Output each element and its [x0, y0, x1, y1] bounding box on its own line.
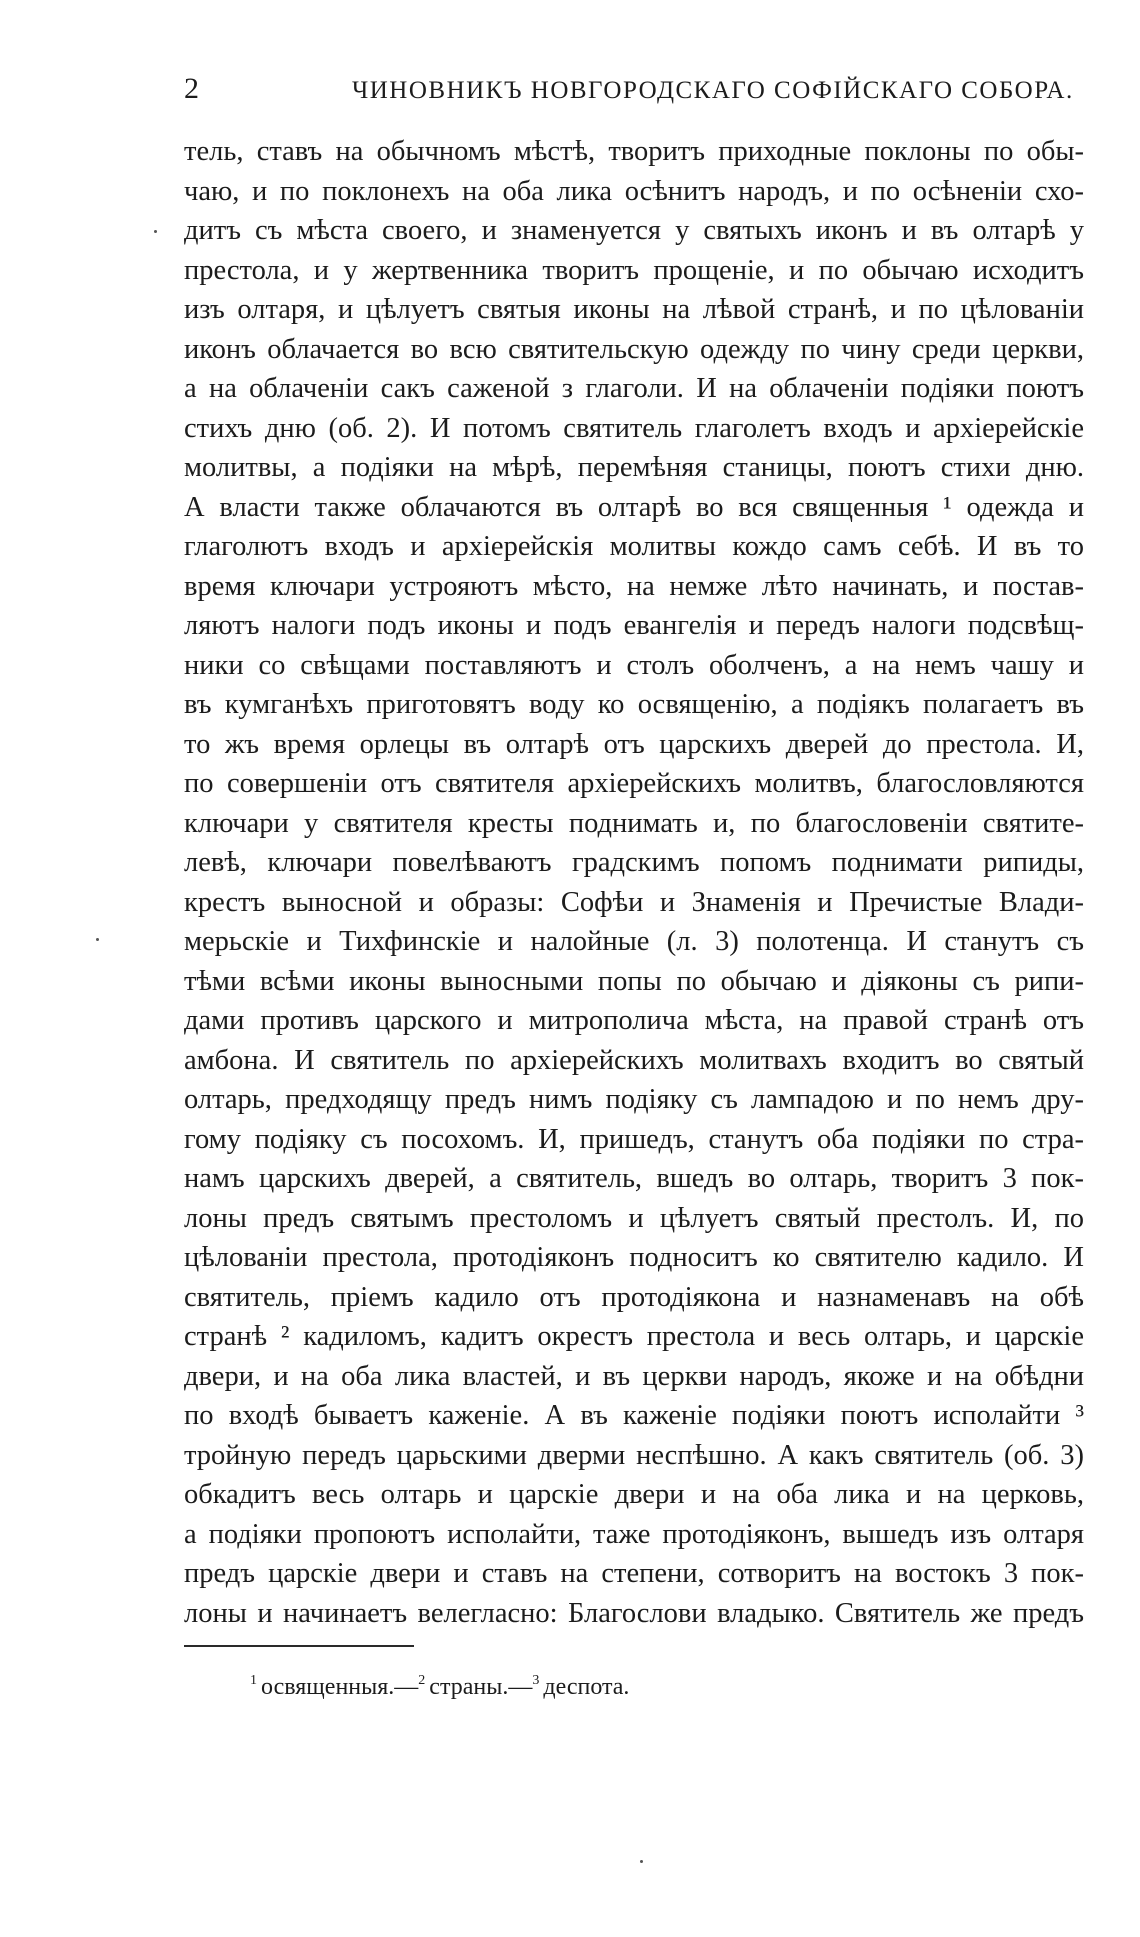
- text-line: тѣми всѣми иконы выносными попы по обычаю и діяконы съ рипи-: [184, 965, 1084, 997]
- text-line: то жъ время орлецы въ олтарѣ отъ царскихъ дверей до престола. И,: [184, 728, 1084, 760]
- text-line: амбона. И святитель по архіерейскихъ молитвахъ входитъ во святый: [184, 1044, 1084, 1076]
- text-line: левѣ, ключари повелѣваютъ градскимъ попомъ поднимати рипиды,: [184, 847, 1084, 878]
- text-line: изъ олтаря, и цѣлуетъ святыя иконы на лѣвой странѣ, и по цѣлованіи: [184, 294, 1084, 325]
- paper-speck: [96, 938, 99, 941]
- text-line: намъ царскихъ дверей, а святитель, вшедъ во олтарь, творитъ 3 пок-: [184, 1163, 1084, 1194]
- footnote-marker: 2: [418, 1673, 426, 1688]
- text-line: ники со свѣщами поставляютъ и столъ оболченъ, а на немъ чашу и: [184, 649, 1084, 681]
- text-line: молитвы, а подіяки на мѣрѣ, перемѣняя станицы, поютъ стихи дню.: [184, 452, 1084, 483]
- running-head: [184, 72, 1084, 112]
- text-line: лоны и начинаетъ велегласно: Благослови владыко. Святитель же предъ: [184, 1597, 1084, 1629]
- paper-speck: [640, 1860, 643, 1863]
- footnotes: [250, 1666, 629, 1702]
- paper-speck: [154, 230, 157, 233]
- footnote-text: страны.—: [429, 1674, 533, 1700]
- text-line: дами противъ царского и митрополича мѣста, на правой странѣ отъ: [184, 1005, 1084, 1036]
- text-line: время ключари устрояютъ мѣсто, на немже лѣто начинать, и постав-: [184, 570, 1084, 602]
- text-line: ляютъ налоги подъ иконы и подъ евангелія и передъ налоги подсвѣщ-: [184, 610, 1084, 641]
- text-line: цѣлованіи престола, протодіяконъ подноситъ ко святителю кадило. И: [184, 1242, 1084, 1273]
- text-line: по совершеніи отъ святителя архіерейскихъ молитвъ, благословляются: [184, 768, 1084, 799]
- text-line: въ кумганѣхъ приготовятъ воду ко освященію, а подіякъ полагаетъ въ: [184, 689, 1084, 720]
- body-text: [184, 132, 1084, 1633]
- text-line: святитель, пріемъ кадило отъ протодіякона и назнаменавъ на обѣ: [184, 1281, 1084, 1313]
- text-line: а подіяки пропоютъ исполайти, таже протодіяконъ, вышедъ изъ олтаря: [184, 1518, 1084, 1550]
- text-line: мерьскіе и Тихфинскіе и налойные (л. 3) полотенца. И станутъ съ: [184, 926, 1084, 957]
- text-line: лоны предъ святымъ престоломъ и цѣлуетъ святый престолъ. И, по: [184, 1202, 1084, 1234]
- text-line: тройную передъ царьскими дверми неспѣшно. А какъ святитель (об. 3): [184, 1439, 1084, 1471]
- text-line: олтарь, предходящу предъ нимъ подіяку съ лампадою и по немъ дру-: [184, 1084, 1084, 1115]
- text-line: престола, и у жертвенника творитъ прощеніе, и по обычаю исходитъ: [184, 254, 1084, 286]
- text-line: А власти также облачаются въ олтарѣ во вся священныя ¹ одежда и: [184, 491, 1084, 523]
- page-number: 2: [184, 72, 199, 105]
- footnote-divider: [184, 1645, 414, 1647]
- text-line: а на облаченіи сакъ саженой з глаголи. И на облаченіи подіяки поютъ: [184, 373, 1084, 404]
- text-line: крестъ выносной и образы: Софѣи и Знаменія и Пречистые Влади-: [184, 886, 1084, 918]
- text-line: ключари у святителя кресты поднимать и, по благословеніи святите-: [184, 807, 1084, 839]
- text-line: стихъ дню (об. 2). И потомъ святитель глаголетъ входъ и архіерейскіе: [184, 412, 1084, 444]
- text-line: предъ царскіе двери и ставъ на степени, сотворитъ на востокъ 3 пок-: [184, 1558, 1084, 1589]
- text-line: тель, ставъ на обычномъ мѣстѣ, творитъ приходные поклоны по обы-: [184, 136, 1084, 167]
- footnote-text: освященныя.—: [261, 1674, 419, 1700]
- text-line: чаю, и по поклонехъ на оба лика осѣнитъ народъ, и по осѣненіи схо-: [184, 175, 1084, 207]
- text-line: обкадитъ весь олтарь и царскіе двери и на оба лика и на церковь,: [184, 1479, 1084, 1510]
- text-line: дитъ съ мѣста своего, и знаменуется у святыхъ иконъ и въ олтарѣ у: [184, 215, 1084, 246]
- running-title: ЧИНОВНИКЪ НОВГОРОДСКАГО СОФІЙСКАГО СОБОРА.: [352, 77, 1074, 104]
- footnote-marker: 1: [250, 1673, 257, 1688]
- text-line: глаголютъ входъ и архіерейскія молитвы кождо самъ себѣ. И въ то: [184, 531, 1084, 562]
- text-line: странѣ ² кадиломъ, кадитъ окрестъ престола и весь олтарь, и царскіе: [184, 1321, 1084, 1352]
- text-line: иконъ облачается во всю святительскую одежду по чину среди церкви,: [184, 333, 1084, 365]
- footnote-text: деспота.: [543, 1674, 630, 1700]
- text-line: двери, и на оба лика властей, и въ церкви народъ, якоже и на обѣдни: [184, 1360, 1084, 1392]
- text-line: гому подіяку съ посохомъ. И, пришедъ, станутъ оба подіяки по стра-: [184, 1123, 1084, 1155]
- text-line: по входѣ бываетъ каженіе. А въ каженіе подіяки поютъ исполайти ³: [184, 1400, 1084, 1431]
- footnote-marker: 3: [532, 1673, 540, 1688]
